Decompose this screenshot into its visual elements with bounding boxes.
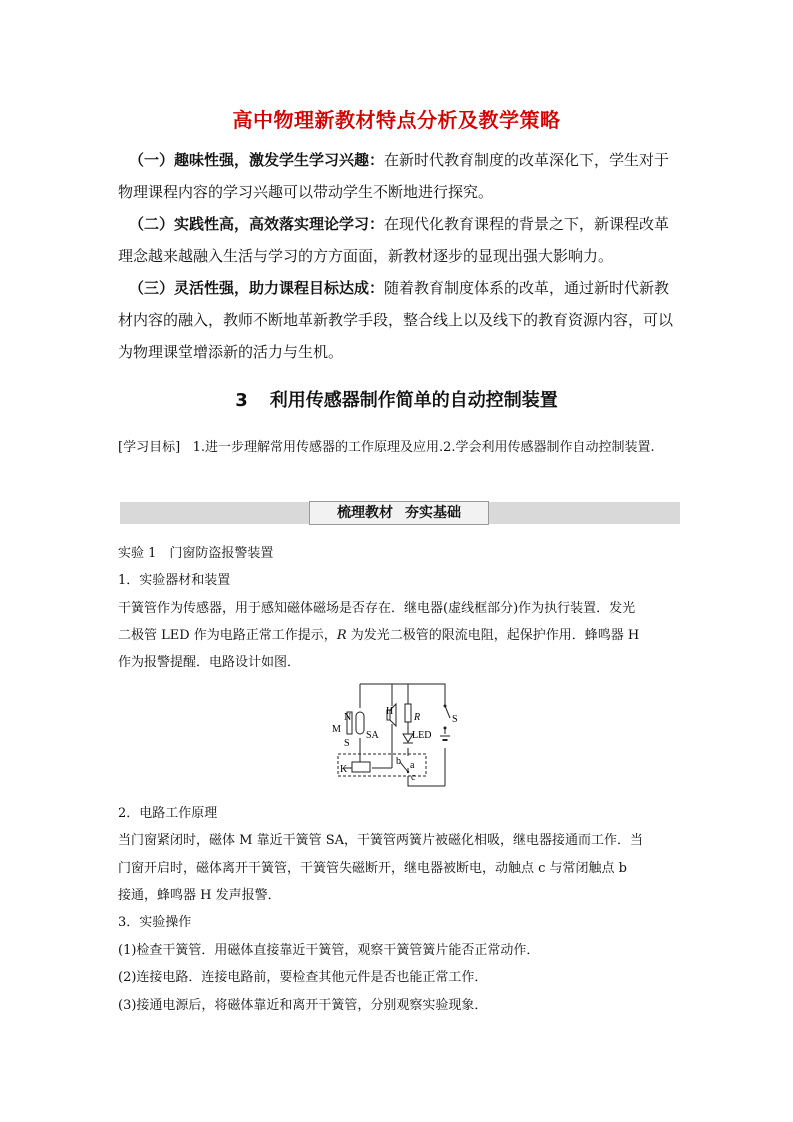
banner-left: 梳理教材 [337, 505, 393, 521]
reed-switch-shape [356, 712, 364, 734]
feature-paragraph-1 [118, 144, 678, 208]
section-title-text: 利用传感器制作简单的自动控制装置 [269, 390, 558, 411]
label-a: a [410, 760, 415, 771]
label-switch: S [452, 714, 458, 725]
label-m: M [332, 724, 341, 735]
apparatus-line-2b: 为发光二极管的限流电阻，起保护作用．蜂鸣器 H [346, 628, 640, 643]
apparatus-line-3: 作为报警提醒．电路设计如图． [118, 655, 301, 670]
feature-text-3: 随着教育制度体系的改革，通过新时代新教材内容的融入，教师不断地革新教学手段，整合线上以及线下的教育资源内容，可以为物理课堂增添新的活力与生机。 [118, 279, 674, 361]
principle-line-3: 接通，蜂鸣器 H 发声报警． [118, 888, 281, 903]
relay-coil [352, 762, 370, 772]
operation-step-1: (1)检查干簧管．用磁体直接靠近干簧管，观察干簧管簧片能否正常动作． [118, 943, 540, 958]
feature-paragraph-2 [118, 208, 678, 272]
label-c: c [411, 772, 416, 783]
feature-text-1: 在新时代教育制度的改革深化下，学生对于物理课程内容的学习兴趣可以带动学生不断地进行探究。 [118, 151, 670, 201]
resistor-shape [405, 704, 411, 722]
apparatus-line-1: 干簧管作为传感器，用于感知磁体磁场是否存在．继电器(虚线框部分)作为执行装置．发光 [118, 601, 636, 616]
objectives-tag: [学习目标] [118, 440, 181, 455]
operation-step-2: (2)连接电路．连接电路前，要检查其他元件是否也能正常工作． [118, 970, 488, 985]
banner-label [309, 501, 489, 525]
label-sa: SA [366, 730, 379, 741]
heading-principle: 2．电路工作原理 [118, 806, 218, 821]
section-title [0, 386, 793, 412]
apparatus-line-2a: 二极管 LED 作为电路正常工作提示， [118, 628, 337, 643]
principle-line-1: 当门窗紧闭时，磁体 M 靠近干簧管 SA，干簧管两簧片被磁化相吸，继电器接通而工作．当 [118, 833, 644, 848]
heading-apparatus: 1．实验器材和装置 [118, 573, 231, 588]
feature-lead-1: （一）趣味性强，激发学生学习兴趣： [129, 151, 385, 169]
apparatus-line-2 [118, 622, 680, 649]
resistor-symbol-text: R [336, 628, 347, 643]
principle-line-2: 门窗开启时，磁体离开干簧管，干簧管失磁断开，继电器被断电，动触点 c 与常闭触点 b [118, 861, 628, 876]
feature-paragraph-3 [118, 272, 678, 368]
switch-shape [445, 706, 450, 718]
experiment-title: 实验 1 门窗防盗报警装置 [118, 546, 274, 561]
banner-right: 夯实基础 [405, 505, 461, 521]
learning-objectives [118, 434, 680, 461]
heading-operation: 3．实验操作 [118, 915, 192, 930]
feature-lead-3: （三）灵活性强，助力课程目标达成： [129, 279, 385, 297]
label-n: N [344, 712, 352, 723]
label-r: R [414, 712, 421, 723]
objectives-text: 1.进一步理解常用传感器的工作原理及应用.2.学会利用传感器制作自动控制装置. [192, 440, 655, 455]
relay-contact [400, 762, 408, 772]
feature-lead-2: （二）实践性高，高效落实理论学习： [129, 215, 385, 233]
section-number: 3 [235, 390, 248, 411]
page-title: 高中物理新教材特点分析及教学策略 [232, 108, 561, 132]
operation-step-3: (3)接通电源后，将磁体靠近和离开干簧管，分别观察实验现象． [118, 998, 488, 1013]
circuit-diagram [330, 676, 470, 800]
label-h: H [386, 706, 394, 717]
label-b: b [396, 756, 401, 767]
feature-text-2: 在现代化教育课程的背景之下，新课程改革理念越来越融入生活与学习的方方面面，新教材逐步的显现出强大影响力。 [118, 215, 670, 265]
label-s-pole: S [344, 738, 350, 749]
label-led: LED [412, 730, 432, 741]
label-k: K [340, 764, 348, 775]
